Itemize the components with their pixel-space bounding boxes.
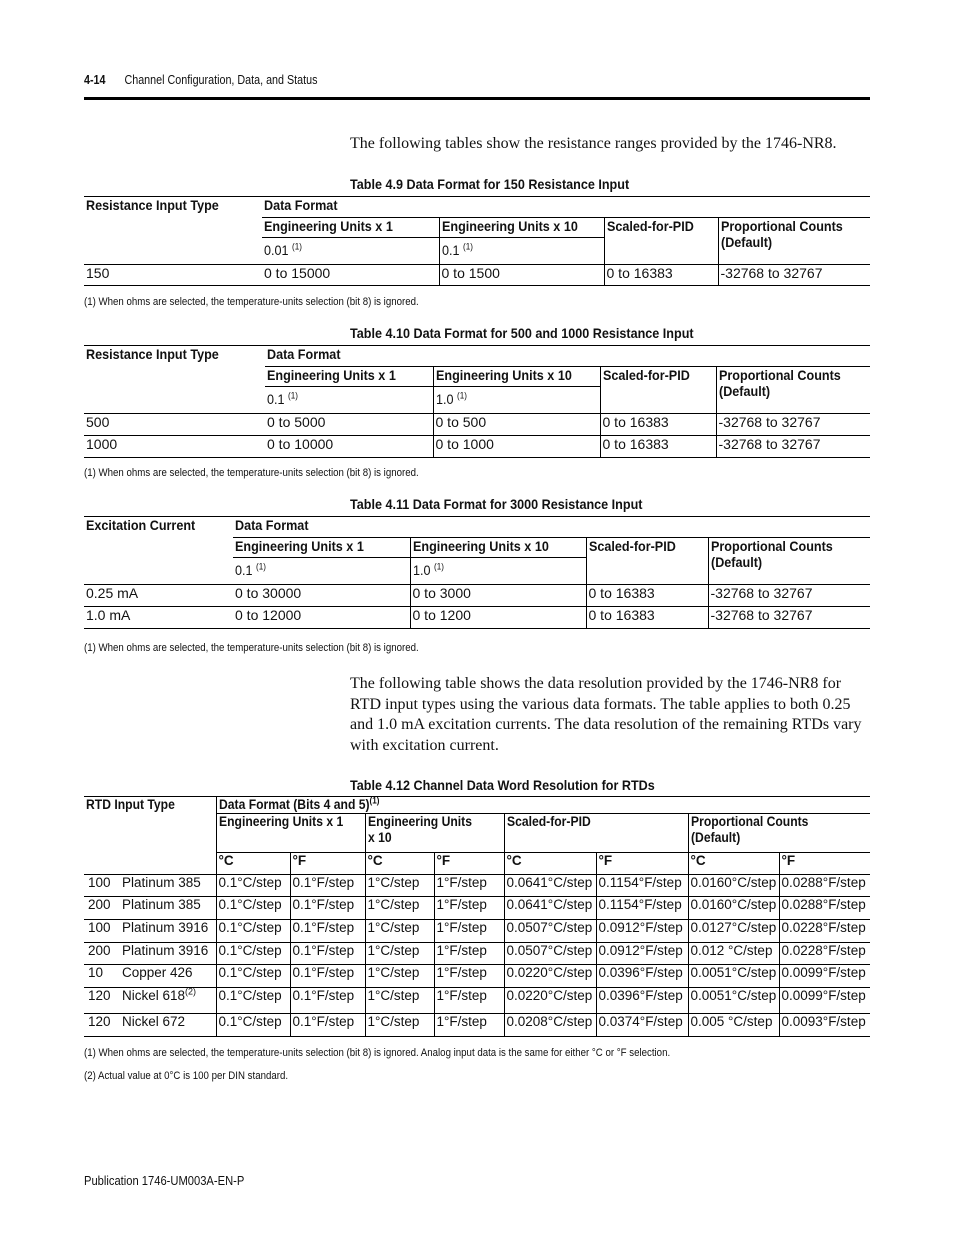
rtd-type-name: Nickel 618 (122, 988, 186, 1003)
col-header-resistance-input-type: Resistance Input Type (84, 346, 265, 367)
table-cell: 0.0099°F/step (779, 965, 870, 988)
table-row-cell: -32768 to 32767 (708, 585, 870, 607)
table-cell: 0.1°F/step (290, 1014, 365, 1037)
footnote-marker: (2) (185, 987, 197, 997)
table-cell: 1°F/step (434, 1014, 504, 1037)
table-cell: 0.1°C/step (216, 920, 290, 943)
table-cell: 0.1°F/step (290, 875, 365, 897)
table-cell: 1°F/step (434, 897, 504, 920)
col-header-celsius: °C (365, 853, 434, 875)
table-row (84, 943, 870, 965)
rtd-type-cell (84, 988, 216, 1014)
col-header-celsius: °C (216, 853, 290, 875)
table-4-9-footnote: (1) When ohms are selected, the temperature-units selection (bit 8) is ignored. (84, 296, 419, 308)
table-row-cell: 0 to 10000 (265, 436, 433, 458)
resolution-x1: 0.1 $^{(1)}$ (233, 557, 410, 585)
page-header (84, 73, 317, 87)
rtd-ohms: 200 (88, 943, 111, 958)
table-cell: 0.1°C/step (216, 988, 290, 1014)
table-cell: 0.0396°F/step (596, 988, 688, 1014)
table-cell: 0.0051°C/step (688, 965, 779, 988)
col-header-eng-x10: Engineering Units x 10 (433, 366, 600, 386)
table-cell: 0.0127°C/step (688, 920, 779, 943)
table-cell: 1°C/step (365, 1014, 434, 1037)
table-row (84, 988, 870, 1014)
table-cell: 1°C/step (365, 897, 434, 920)
col-header-fahrenheit: °F (596, 853, 688, 875)
rtd-type-cell (84, 943, 216, 965)
table-cell: 0.0051°C/step (688, 988, 779, 1014)
col-header-scaled: Scaled-for-PID (600, 366, 716, 414)
table-cell: 0.0507°C/step (504, 943, 596, 965)
table-cell: 0.1154°F/step (596, 897, 688, 920)
table-cell: 0.0099°F/step (779, 988, 870, 1014)
rtd-ohms: 120 (88, 1014, 111, 1029)
rtd-ohms: 120 (88, 988, 111, 1003)
rtd-type-cell (84, 920, 216, 943)
col-header-proportional: Proportional Counts (Default) (708, 537, 870, 585)
rtd-type-name: Platinum 3916 (122, 920, 209, 935)
table-cell: 0.1°C/step (216, 875, 290, 897)
table-row-cell: 0 to 30000 (233, 585, 410, 607)
resolution-x10: 0.1 $^{(1)}$ (439, 237, 604, 265)
table-cell: 0.1°F/step (290, 897, 365, 920)
table-4-10-caption: Table 4.10 Data Format for 500 and 1000 Resistance Input (350, 325, 694, 341)
table-4-11-caption: Table 4.11 Data Format for 3000 Resistance Input (350, 496, 643, 512)
col-header-data-format: Data Format (233, 517, 870, 538)
table-cell: 0.1°C/step (216, 965, 290, 988)
table-cell: 0.0641°C/step (504, 875, 596, 897)
col-header-eng-x1: Engineering Units x 1 (216, 814, 365, 853)
col-header-scaled: Scaled-for-PID (586, 537, 708, 585)
table-4-10 (84, 345, 870, 458)
table-cell: 0.0912°F/step (596, 943, 688, 965)
table-row-cell: 0 to 16383 (586, 585, 708, 607)
rtd-ohms: 200 (88, 897, 111, 912)
table-cell: 0.0912°F/step (596, 920, 688, 943)
table-cell: 0.0228°F/step (779, 943, 870, 965)
table-cell: 0.1°F/step (290, 920, 365, 943)
table-row-cell: 0 to 12000 (233, 607, 410, 629)
table-row-cell: 0 to 500 (433, 414, 600, 436)
resolution-x1: 0.01 $^{(1)}$ (262, 237, 439, 265)
col-header-eng-x10: Engineering Units x 10 (410, 537, 586, 557)
col-header-data-format: Data Format (Bits 4 and 5)$^{(1)}$ (216, 797, 870, 814)
resolution-x1: 0.1 $^{(1)}$ (265, 386, 433, 414)
table-cell: 0.0374°F/step (596, 1014, 688, 1037)
table-row-cell: 150 (84, 265, 262, 286)
rtd-type-cell (84, 1014, 216, 1037)
col-header-proportional: Proportional Counts (Default) (688, 814, 870, 853)
col-header-eng-x10: Engineering Units x 10 (365, 814, 504, 853)
col-header-eng-x10: Engineering Units x 10 (439, 217, 604, 237)
table-cell: 0.0507°C/step (504, 920, 596, 943)
rtd-type-name: Platinum 3916 (122, 943, 209, 958)
table-row (84, 1014, 870, 1037)
table-cell: 0.0641°C/step (504, 897, 596, 920)
table-cell: 1°F/step (434, 943, 504, 965)
table-4-11-footnote: (1) When ohms are selected, the temperature-units selection (bit 8) is ignored. (84, 642, 419, 654)
table-row-cell: -32768 to 32767 (716, 414, 870, 436)
table-row-cell: 0 to 1000 (433, 436, 600, 458)
table-cell: 1°F/step (434, 875, 504, 897)
table-row-cell: -32768 to 32767 (718, 265, 870, 286)
table-4-12-caption: Table 4.12 Channel Data Word Resolution for RTDs (350, 777, 655, 793)
table-4-10-footnote: (1) When ohms are selected, the temperature-units selection (bit 8) is ignored. (84, 467, 419, 479)
col-header-scaled: Scaled-for-PID (504, 814, 688, 853)
col-header-fahrenheit: °F (290, 853, 365, 875)
col-header-fahrenheit: °F (779, 853, 870, 875)
table-row-cell: 0 to 16383 (600, 414, 716, 436)
table-4-9 (84, 196, 870, 286)
table-cell: 0.0396°F/step (596, 965, 688, 988)
table-row-cell: -32768 to 32767 (708, 607, 870, 629)
rtd-type-name: Platinum 385 (122, 897, 201, 912)
table-4-12 (84, 796, 870, 1037)
table-cell: 0.1°C/step (216, 897, 290, 920)
header-rule (84, 97, 870, 100)
col-header-data-format: Data Format (262, 197, 870, 218)
table-row-cell: -32768 to 32767 (716, 436, 870, 458)
table-cell: 0.1154°F/step (596, 875, 688, 897)
table-cell: 0.0208°C/step (504, 1014, 596, 1037)
rtd-ohms: 10 (88, 965, 104, 980)
col-header-fahrenheit: °F (434, 853, 504, 875)
table-cell: 0.0093°F/step (779, 1014, 870, 1037)
table-4-12-footnote-1: (1) When ohms are selected, the temperature-units selection (bit 8) is ignored. Analog input data is the same for either °C or °F selection. (84, 1047, 671, 1059)
section-title: Channel Configuration, Data, and Status (124, 73, 318, 87)
page-number: 4-14 (84, 73, 106, 87)
table-cell: 0.0288°F/step (779, 897, 870, 920)
rtd-type-name: Platinum 385 (122, 875, 201, 890)
table-row (84, 920, 870, 943)
col-header-rtd-input-type: RTD Input Type (84, 797, 216, 875)
table-row-cell: 500 (84, 414, 265, 436)
table-row (84, 875, 870, 897)
table-row-cell: 0 to 3000 (410, 585, 586, 607)
table-row-cell: 0 to 16383 (604, 265, 718, 286)
table-row (84, 965, 870, 988)
table-cell: 0.1°C/step (216, 943, 290, 965)
table-cell: 1°C/step (365, 875, 434, 897)
table-cell: 1°C/step (365, 965, 434, 988)
table-row-cell: 0.25 mA (84, 585, 233, 607)
table-row (84, 897, 870, 920)
col-header-celsius: °C (504, 853, 596, 875)
table-row-cell: 0 to 16383 (600, 436, 716, 458)
rtd-type-cell (84, 965, 216, 988)
table-row-cell: 0 to 16383 (586, 607, 708, 629)
table-cell: 0.0160°C/step (688, 875, 779, 897)
intro-paragraph-2: The following table shows the data resolution provided by the 1746-NR8 for RTD input types using the various data formats. The table applies to both 0.25 and 1.0 mA excitation currents. The data resolution of the remaining RTDs vary with excitation current. (350, 675, 862, 754)
rtd-type-cell (84, 897, 216, 920)
rtd-ohms: 100 (88, 875, 111, 890)
table-cell: 1°F/step (434, 988, 504, 1014)
col-header-proportional: Proportional Counts (Default) (718, 217, 870, 265)
table-row-cell: 0 to 5000 (265, 414, 433, 436)
col-header-eng-x1: Engineering Units x 1 (233, 537, 410, 557)
table-cell: 0.0220°C/step (504, 965, 596, 988)
table-cell: 0.0288°F/step (779, 875, 870, 897)
rtd-type-name: Nickel 672 (122, 1014, 186, 1029)
table-row-cell: 1.0 mA (84, 607, 233, 629)
table-cell: 0.0220°C/step (504, 988, 596, 1014)
table-cell: 0.1°C/step (216, 1014, 290, 1037)
table-cell: 0.1°F/step (290, 943, 365, 965)
table-4-11 (84, 516, 870, 629)
table-cell: 0.1°F/step (290, 988, 365, 1014)
table-row-cell: 1000 (84, 436, 265, 458)
table-cell: 1°C/step (365, 943, 434, 965)
table-cell: 1°F/step (434, 965, 504, 988)
rtd-type-name: Copper 426 (122, 965, 193, 980)
table-row-cell: 0 to 1500 (439, 265, 604, 286)
resolution-x10: 1.0 $^{(1)}$ (410, 557, 586, 585)
table-4-12-footnote-2: (2) Actual value at 0°C is 100 per DIN standard. (84, 1070, 289, 1082)
table-cell: 0.012 °C/step (688, 943, 779, 965)
resolution-x10: 1.0 $^{(1)}$ (433, 386, 600, 414)
col-header-eng-x1: Engineering Units x 1 (265, 366, 433, 386)
table-cell: 1°C/step (365, 920, 434, 943)
col-header-celsius: °C (688, 853, 779, 875)
col-header-scaled: Scaled-for-PID (604, 217, 718, 265)
rtd-type-cell (84, 875, 216, 897)
col-header-resistance-input-type: Resistance Input Type (84, 197, 262, 218)
intro-paragraph-1: The following tables show the resistance ranges provided by the 1746-NR8. (350, 135, 837, 152)
table-cell: 1°F/step (434, 920, 504, 943)
table-4-9-caption: Table 4.9 Data Format for 150 Resistance Input (350, 176, 630, 192)
table-row-cell: 0 to 1200 (410, 607, 586, 629)
rtd-ohms: 100 (88, 920, 111, 935)
table-cell: 0.0160°C/step (688, 897, 779, 920)
col-header-excitation-current: Excitation Current (84, 517, 233, 538)
table-cell: 0.1°F/step (290, 965, 365, 988)
col-header-data-format: Data Format (265, 346, 870, 367)
table-cell: 0.0228°F/step (779, 920, 870, 943)
publication-footer: Publication 1746-UM003A-EN-P (84, 1173, 245, 1188)
table-row-cell: 0 to 15000 (262, 265, 439, 286)
col-header-proportional: Proportional Counts (Default) (716, 366, 870, 414)
table-cell: 0.005 °C/step (688, 1014, 779, 1037)
col-header-eng-x1: Engineering Units x 1 (262, 217, 439, 237)
table-cell: 1°C/step (365, 988, 434, 1014)
